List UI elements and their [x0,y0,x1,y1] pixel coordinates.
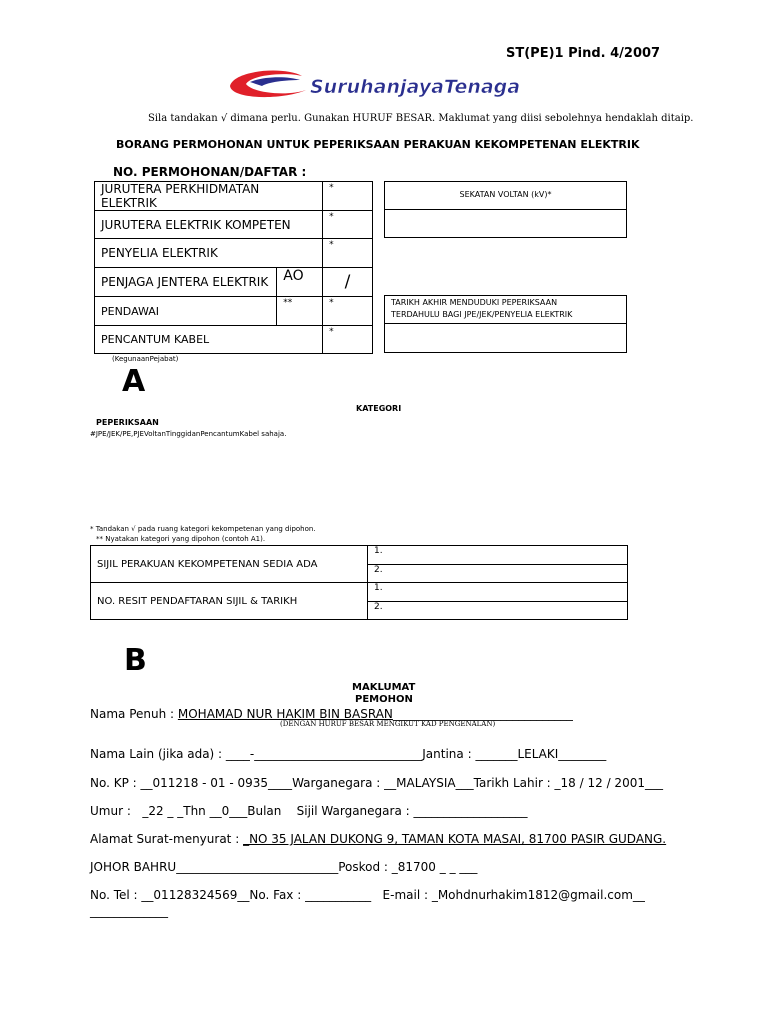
age-years-label: Thn [183,804,210,818]
instructions: Sila tandakan √ dimana perlu. Gunakan HURUF BESAR. Maklumat yang diisi sebolehnya hendaklah ditaip. [148,113,694,124]
category-label: PENDAWAI [95,297,277,326]
suruhanjaya-tenaga-logo [224,64,594,102]
maklumat-label: MAKLUMAT [352,682,416,693]
name-fill: ______________________________ [392,707,573,721]
certificate-item[interactable]: 2. [368,565,628,583]
age-label: Umur : [90,804,135,818]
tel-field[interactable]: __01128324569__ [141,888,250,902]
jpe-note: #JPE/JEK/PE,PJEVoltanTinggidanPencantumKabel sahaja. [90,430,287,438]
category-row [95,239,373,268]
citizenship-cert-label: Sijil Warganegara : [296,804,414,818]
section-a-heading: A [122,364,146,399]
certificate-label: SIJIL PERAKUAN KEKOMPETENAN SEDIA ADA [91,546,368,583]
dob-field[interactable]: _18 / 12 / 2001___ [554,776,663,790]
category-mark-cell[interactable]: * [323,297,373,326]
address-row [90,832,666,846]
category-row [95,182,373,211]
dob-label: Tarikh Lahir : [473,776,555,790]
application-number-label: NO. PERMOHONAN/DAFTAR : [113,165,307,179]
section-b-heading: B [124,643,147,678]
category-row [95,268,373,297]
last-exam-value-field[interactable] [384,323,627,353]
age-months-field[interactable]: __0___ [209,804,248,818]
category-mark-cell[interactable]: / [323,268,373,297]
certificate-row [91,546,628,565]
last-exam-label-2: TERDAHULU BAGI JPE/JEK/PENYELIA ELEKTRIK [391,310,573,319]
name-row [90,707,573,721]
postcode-label: Poskod : [338,860,392,874]
fax-field[interactable]: ___________ [305,888,372,902]
email-field[interactable]: _Mohdnurhakim1812@gmail.com__ [431,888,645,902]
contact-trail: _____________ [90,904,168,918]
address-label: Alamat Surat-menyurat : [90,832,244,846]
ic-row [90,776,663,790]
category-mark-cell[interactable]: * [323,211,373,239]
last-exam-label-box [384,295,627,324]
ic-field[interactable]: __011218 - 01 - 0935____ [140,776,293,790]
receipt-row [91,583,628,602]
ic-label: No. KP : [90,776,141,790]
category-row [95,211,373,239]
category-mark-cell[interactable]: * [323,326,373,354]
gender-field[interactable]: _______LELAKI________ [475,747,607,761]
tel-label: No. Tel : [90,888,142,902]
voltage-value-field[interactable] [384,209,627,238]
other-name-row [90,747,606,761]
footnote-1: * Tandakan √ pada ruang kategori kekompetenan yang dipohon. [90,525,316,533]
citizenship-cert-field[interactable]: ___________________ [413,804,528,818]
other-name-field[interactable]: ____-____________________________ [225,747,423,761]
voltage-label-box [384,181,627,210]
category-mark-cell[interactable]: * [323,182,373,211]
address-line-2-field[interactable]: JOHOR BAHRU___________________________ [90,860,339,874]
other-name-label: Nama Lain (jika ada) : [90,747,226,761]
address-line-2-row [90,860,477,874]
receipt-item[interactable]: 1. [368,583,628,602]
category-code[interactable]: ** [277,297,323,326]
email-label: E-mail : [382,888,432,902]
age-months-label: Bulan [247,804,282,818]
kategori-label: KATEGORI [356,404,402,413]
name-label: Nama Penuh : [90,707,178,721]
office-use-note: (KegunaanPejabat) [112,355,179,363]
category-label: PENYELIA ELEKTRIK [95,239,323,268]
category-label: JURUTERA ELEKTRIK KOMPETEN [95,211,323,239]
peperiksaan-label: PEPERIKSAAN [96,418,159,427]
form-code: ST(PE)1 Pind. 4/2007 [506,46,661,61]
gender-label: Jantina : [422,747,476,761]
form-title: BORANG PERMOHONAN UNTUK PEPERIKSAAN PERAKUAN KEKOMPETENAN ELEKTRIK [116,138,640,151]
svg-text:SuruhanjayaTenaga: SuruhanjayaTenaga [310,76,521,98]
logo-swoosh-icon [224,64,594,102]
category-mark-cell[interactable]: * [323,239,373,268]
category-label: JURUTERA PERKHIDMATAN ELEKTRIK [95,182,323,211]
nationality-field[interactable]: __MALAYSIA___ [384,776,474,790]
receipt-label: NO. RESIT PENDAFTARAN SIJIL & TARIKH [91,583,368,620]
address-line-1-field[interactable]: _NO 35 JALAN DUKONG 9, TAMAN KOTA MASAI, 81700 PASIR GUDANG. [243,832,667,846]
voltage-label: SEKATAN VOLTAN (kV)* [459,190,552,199]
certificate-item[interactable]: 1. [368,546,628,565]
category-row [95,326,373,354]
category-label: PENCANTUM KABEL [95,326,323,354]
certificate-table [90,545,628,620]
category-table [94,181,373,354]
receipt-item[interactable]: 2. [368,602,628,620]
category-code[interactable]: AO [277,268,323,297]
age-years-field[interactable]: _22 _ _ [142,804,184,818]
nationality-label: Warganegara : [292,776,385,790]
name-hint: (DENGAN HURUF BESAR MENGIKUT KAD PENGENALAN) [280,720,496,728]
pemohon-label: PEMOHON [355,694,413,705]
last-exam-label-1: TARIKH AKHIR MENDUDUKI PEPERIKSAAN [391,298,558,307]
name-field[interactable]: MOHAMAD NUR HAKIM BIN BASRAN [177,707,393,721]
footnote-2: ** Nyatakan kategori yang dipohon (contoh A1). [96,535,266,543]
category-row [95,297,373,326]
age-row [90,804,527,818]
category-label: PENJAGA JENTERA ELEKTRIK [95,268,277,297]
contact-row [90,888,645,902]
postcode-field[interactable]: _81700 _ _ ___ [391,860,478,874]
fax-label: No. Fax : [249,888,306,902]
